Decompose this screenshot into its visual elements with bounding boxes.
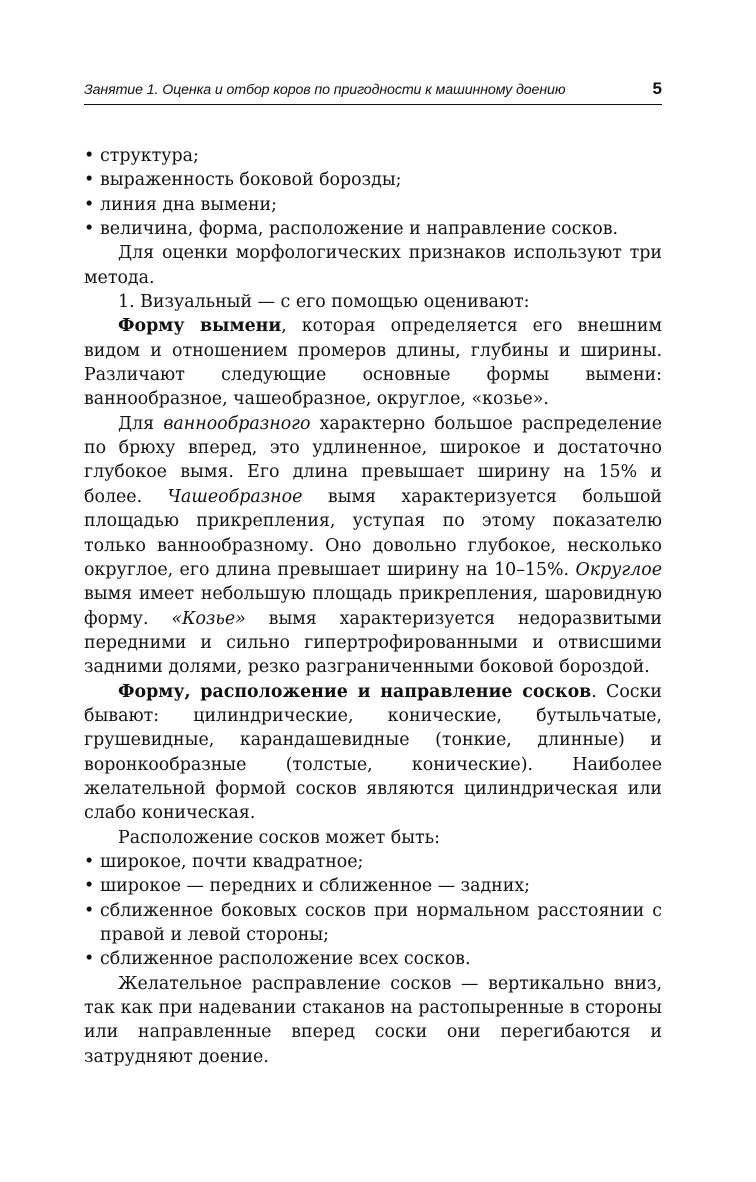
term-cup: Чашеобразное — [167, 486, 303, 507]
paragraph-udder-types: Для ваннообразного характерно большое распределение по брюху вперед, это удлиненное, широкое и достаточно глубокое вымя. Его длина превышает ширину на 15% и более. Чашеобразное вымя характеризуется большой площадью прикрепления, уступая по этому показателю только ваннообразному. Оно довольно глубокое, несколько округлое, его длина превышает ширину на 10–15%. Округлое вымя имеет небольшую площадь прикрепления, шаровидную форму. «Козье» вымя характеризуется недоразвитыми передними и сильно гипертрофированными и отвисшими задними долями, резко разграниченными боковой бороздой. — [84, 413, 662, 678]
list-item: • широкое, почти квадратное; — [84, 851, 364, 872]
paragraph-udder-form: Форму вымени, которая определяется его внешним видом и отношением промеров длины, глубины и ширины. Различают следующие основные формы вымени: ваннообразное, чашеобразное, округлое, «козье». — [84, 316, 662, 410]
term-bath: ваннообразного — [163, 413, 311, 434]
list-item: • выраженность боковой борозды; — [84, 170, 402, 191]
udder-form-heading: Форму вымени — [118, 316, 282, 337]
paragraph-methods: Для оценки морфологических признаков используют три метода. — [84, 243, 662, 288]
list-item: • сближенное расположение всех сосков. — [84, 949, 471, 970]
list-item: • структура; — [84, 146, 199, 166]
term-goat: «Козье» — [171, 608, 246, 629]
list-item: • величина, форма, расположение и направление сосков. — [84, 219, 619, 240]
header-rule — [84, 104, 662, 105]
paragraph-teats: Форму, расположение и направление сосков. Соски бывают: цилиндрические, конические, бутыльчатые, грушевидные, карандашевидные (тонкие, длинные) и воронкообразные (толстые, конические). Наиболее желательной формой сосков являются цилиндрическая или слабо коническая. — [84, 681, 662, 824]
header-title: Занятие 1. Оценка и отбор коров по пригодности к машинному доению — [84, 82, 566, 98]
paragraph-location: Расположение сосков может быть: — [118, 827, 440, 848]
page-number: 5 — [652, 79, 662, 98]
list-item: • линия дна вымени; — [84, 194, 278, 215]
running-header — [84, 80, 662, 104]
paragraph-visual: 1. Визуальный — с его помощью оценивают: — [118, 292, 530, 313]
teats-heading: Форму, расположение и направление сосков — [118, 681, 592, 702]
list-item: • сближенное боковых сосков при нормальном расстоянии с правой и левой стороны; — [84, 900, 662, 945]
list-item: • широкое — передних и сближенное — задних; — [84, 876, 531, 897]
body-text — [84, 144, 662, 1069]
term-round: Округлое — [575, 559, 662, 580]
paragraph-direction: Желательное расправление сосков — вертикально вниз, так как при надевании стаканов на растопыренные в стороны или направленные вперед соски они перегибаются и затрудняют доение. — [84, 973, 662, 1067]
